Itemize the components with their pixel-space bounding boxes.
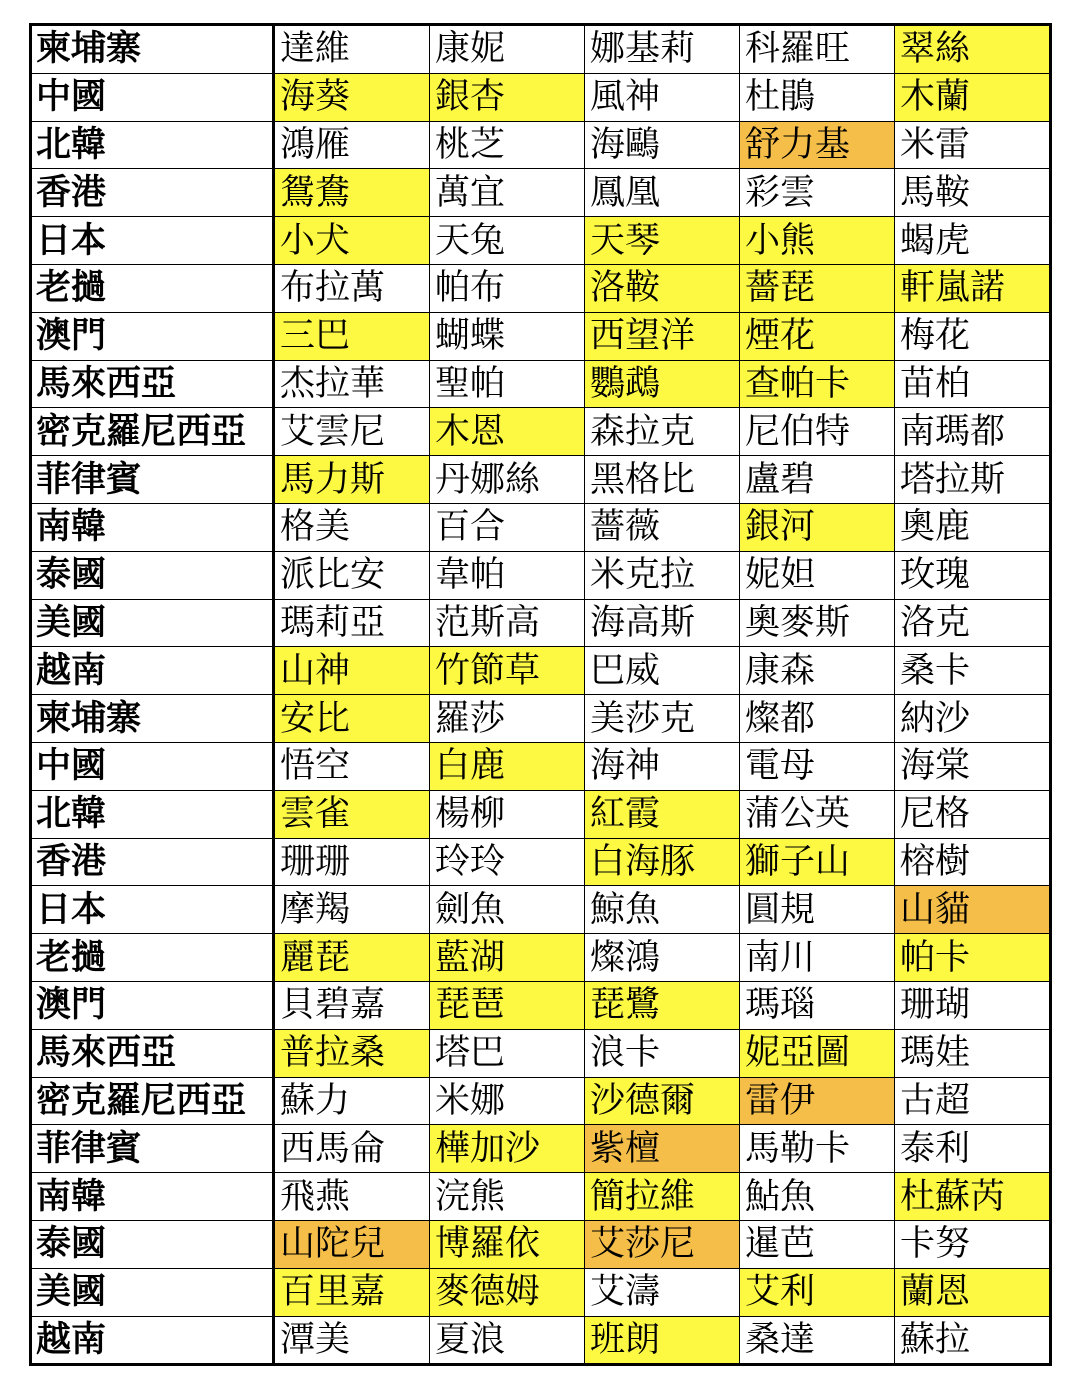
name-cell: 塔拉斯 xyxy=(895,456,1051,504)
table-row xyxy=(31,1316,1051,1365)
name-cell: 卡努 xyxy=(895,1220,1051,1268)
name-cell-yellow: 樺加沙 xyxy=(430,1125,585,1173)
name-cell-yellow: 銀河 xyxy=(740,503,895,551)
name-cell: 蝎虎 xyxy=(895,217,1051,265)
country-cell: 香港 xyxy=(31,169,274,217)
name-cell: 摩羯 xyxy=(274,886,430,934)
name-cell: 范斯高 xyxy=(430,599,585,647)
name-cell: 鴻雁 xyxy=(274,121,430,169)
name-cell: 海棠 xyxy=(895,742,1051,790)
country-cell: 澳門 xyxy=(31,312,274,360)
name-cell: 電母 xyxy=(740,742,895,790)
table-row xyxy=(31,647,1051,695)
name-cell: 丹娜絲 xyxy=(430,456,585,504)
name-cell-yellow: 鴛鴦 xyxy=(274,169,430,217)
name-cell-yellow: 艾利 xyxy=(740,1268,895,1316)
name-cell: 帕布 xyxy=(430,264,585,312)
name-cell: 浣熊 xyxy=(430,1173,585,1221)
name-cell-yellow: 白鹿 xyxy=(430,742,585,790)
name-cell-yellow: 百里嘉 xyxy=(274,1268,430,1316)
name-cell: 西馬侖 xyxy=(274,1125,430,1173)
table-row xyxy=(31,217,1051,265)
name-cell-yellow: 海葵 xyxy=(274,73,430,121)
table-row xyxy=(31,503,1051,551)
name-cell-yellow: 軒嵐諾 xyxy=(895,264,1051,312)
table-row xyxy=(31,934,1051,982)
name-cell: 貝碧嘉 xyxy=(274,981,430,1029)
country-cell: 泰國 xyxy=(31,551,274,599)
name-cell-yellow: 藍湖 xyxy=(430,934,585,982)
name-cell-yellow: 銀杏 xyxy=(430,73,585,121)
name-cell: 森拉克 xyxy=(585,408,740,456)
name-cell-yellow: 白海豚 xyxy=(585,838,740,886)
country-cell: 老撾 xyxy=(31,264,274,312)
name-cell-yellow: 雲雀 xyxy=(274,790,430,838)
name-cell: 珊瑚 xyxy=(895,981,1051,1029)
name-cell: 盧碧 xyxy=(740,456,895,504)
name-cell: 海鷗 xyxy=(585,121,740,169)
name-cell: 奧鹿 xyxy=(895,503,1051,551)
name-cell: 納沙 xyxy=(895,695,1051,743)
name-cell: 珊珊 xyxy=(274,838,430,886)
name-cell: 鯨魚 xyxy=(585,886,740,934)
name-cell-yellow: 西望洋 xyxy=(585,312,740,360)
name-cell: 布拉萬 xyxy=(274,264,430,312)
name-cell: 鮎魚 xyxy=(740,1173,895,1221)
table-row xyxy=(31,599,1051,647)
country-cell: 柬埔寨 xyxy=(31,695,274,743)
name-cell: 羅莎 xyxy=(430,695,585,743)
name-cell-yellow: 洛鞍 xyxy=(585,264,740,312)
country-cell: 香港 xyxy=(31,838,274,886)
table-row xyxy=(31,981,1051,1029)
name-cell: 浪卡 xyxy=(585,1029,740,1077)
name-cell-yellow: 妮亞圖 xyxy=(740,1029,895,1077)
table-row xyxy=(31,360,1051,408)
name-cell: 瑪娃 xyxy=(895,1029,1051,1077)
country-cell: 南韓 xyxy=(31,503,274,551)
name-cell: 天兔 xyxy=(430,217,585,265)
table-row xyxy=(31,408,1051,456)
name-cell-yellow: 班朗 xyxy=(585,1316,740,1365)
table-row xyxy=(31,1077,1051,1125)
name-cell-orange: 雷伊 xyxy=(740,1077,895,1125)
name-cell: 美莎克 xyxy=(585,695,740,743)
table-row xyxy=(31,264,1051,312)
name-cell: 桃芝 xyxy=(430,121,585,169)
country-cell: 美國 xyxy=(31,1268,274,1316)
name-cell: 米克拉 xyxy=(585,551,740,599)
name-cell: 夏浪 xyxy=(430,1316,585,1365)
name-cell: 科羅旺 xyxy=(740,25,895,74)
name-cell: 南瑪都 xyxy=(895,408,1051,456)
name-cell: 尼伯特 xyxy=(740,408,895,456)
country-cell: 泰國 xyxy=(31,1220,274,1268)
name-cell: 杜鵑 xyxy=(740,73,895,121)
name-cell-yellow: 沙德爾 xyxy=(585,1077,740,1125)
name-cell: 梅花 xyxy=(895,312,1051,360)
country-cell: 老撾 xyxy=(31,934,274,982)
name-cell-yellow: 小熊 xyxy=(740,217,895,265)
name-cell: 古超 xyxy=(895,1077,1051,1125)
name-cell: 潭美 xyxy=(274,1316,430,1365)
name-cell-yellow: 麗琵 xyxy=(274,934,430,982)
name-cell: 榕樹 xyxy=(895,838,1051,886)
name-cell-yellow: 煙花 xyxy=(740,312,895,360)
country-cell: 密克羅尼西亞 xyxy=(31,1077,274,1125)
name-cell: 尼格 xyxy=(895,790,1051,838)
name-cell-yellow: 天琴 xyxy=(585,217,740,265)
table-row xyxy=(31,886,1051,934)
name-cell: 圓規 xyxy=(740,886,895,934)
country-cell: 馬來西亞 xyxy=(31,1029,274,1077)
table-row xyxy=(31,742,1051,790)
country-cell: 日本 xyxy=(31,886,274,934)
table-row xyxy=(31,73,1051,121)
name-cell: 燦都 xyxy=(740,695,895,743)
name-cell-yellow: 紅霞 xyxy=(585,790,740,838)
name-cell: 馬勒卡 xyxy=(740,1125,895,1173)
name-cell: 桑卡 xyxy=(895,647,1051,695)
name-cell: 彩雲 xyxy=(740,169,895,217)
table-row xyxy=(31,1029,1051,1077)
country-cell: 菲律賓 xyxy=(31,1125,274,1173)
name-cell-orange: 山貓 xyxy=(895,886,1051,934)
name-cell: 派比安 xyxy=(274,551,430,599)
table-row xyxy=(31,121,1051,169)
name-cell: 格美 xyxy=(274,503,430,551)
country-cell: 柬埔寨 xyxy=(31,25,274,74)
name-cell-yellow: 三巴 xyxy=(274,312,430,360)
name-cell-yellow: 簡拉維 xyxy=(585,1173,740,1221)
name-cell-orange: 艾莎尼 xyxy=(585,1220,740,1268)
name-cell: 飛燕 xyxy=(274,1173,430,1221)
country-cell: 菲律賓 xyxy=(31,456,274,504)
name-cell-yellow: 蘭恩 xyxy=(895,1268,1051,1316)
name-cell: 苗柏 xyxy=(895,360,1051,408)
name-cell: 康森 xyxy=(740,647,895,695)
table-row xyxy=(31,695,1051,743)
name-cell: 馬鞍 xyxy=(895,169,1051,217)
name-cell-orange: 山陀兒 xyxy=(274,1220,430,1268)
table-row xyxy=(31,456,1051,504)
name-cell-yellow: 薔琵 xyxy=(740,264,895,312)
name-cell-yellow: 琵鷺 xyxy=(585,981,740,1029)
country-cell: 日本 xyxy=(31,217,274,265)
table-row xyxy=(31,312,1051,360)
name-cell-orange: 紫檀 xyxy=(585,1125,740,1173)
name-cell: 鳳凰 xyxy=(585,169,740,217)
name-cell-yellow: 木蘭 xyxy=(895,73,1051,121)
name-cell-orange: 舒力基 xyxy=(740,121,895,169)
name-cell: 韋帕 xyxy=(430,551,585,599)
name-cell-yellow: 琵琶 xyxy=(430,981,585,1029)
country-cell: 越南 xyxy=(31,1316,274,1365)
name-cell-yellow: 翠絲 xyxy=(895,25,1051,74)
name-cell: 娜基莉 xyxy=(585,25,740,74)
name-cell: 蘇拉 xyxy=(895,1316,1051,1365)
name-cell: 劍魚 xyxy=(430,886,585,934)
table-row xyxy=(31,1220,1051,1268)
country-cell: 中國 xyxy=(31,73,274,121)
name-cell: 康妮 xyxy=(430,25,585,74)
name-cell: 風神 xyxy=(585,73,740,121)
name-cell: 妮妲 xyxy=(740,551,895,599)
name-cell: 桑達 xyxy=(740,1316,895,1365)
country-cell: 美國 xyxy=(31,599,274,647)
name-cell: 悟空 xyxy=(274,742,430,790)
table-row xyxy=(31,551,1051,599)
name-cell-yellow: 麥德姆 xyxy=(430,1268,585,1316)
country-cell: 越南 xyxy=(31,647,274,695)
country-cell: 中國 xyxy=(31,742,274,790)
country-cell: 北韓 xyxy=(31,790,274,838)
name-cell: 楊柳 xyxy=(430,790,585,838)
name-cell: 蒲公英 xyxy=(740,790,895,838)
name-cell: 海神 xyxy=(585,742,740,790)
table-row xyxy=(31,1125,1051,1173)
name-cell-yellow: 博羅依 xyxy=(430,1220,585,1268)
country-cell: 密克羅尼西亞 xyxy=(31,408,274,456)
name-cell: 萬宜 xyxy=(430,169,585,217)
typhoon-names-table xyxy=(29,23,1052,1366)
table-row xyxy=(31,1268,1051,1316)
name-cell: 泰利 xyxy=(895,1125,1051,1173)
name-cell-yellow: 安比 xyxy=(274,695,430,743)
table-row xyxy=(31,838,1051,886)
name-cell-yellow: 小犬 xyxy=(274,217,430,265)
name-cell-yellow: 竹節草 xyxy=(430,647,585,695)
name-cell: 杰拉華 xyxy=(274,360,430,408)
name-cell: 瑪莉亞 xyxy=(274,599,430,647)
name-cell: 聖帕 xyxy=(430,360,585,408)
name-cell: 達維 xyxy=(274,25,430,74)
name-cell: 薔薇 xyxy=(585,503,740,551)
name-cell: 燦鴻 xyxy=(585,934,740,982)
name-cell-yellow: 木恩 xyxy=(430,408,585,456)
name-cell: 塔巴 xyxy=(430,1029,585,1077)
name-cell-yellow: 馬力斯 xyxy=(274,456,430,504)
name-cell: 百合 xyxy=(430,503,585,551)
name-cell: 蝴蝶 xyxy=(430,312,585,360)
table-row xyxy=(31,25,1051,74)
table-row xyxy=(31,1173,1051,1221)
table-row xyxy=(31,169,1051,217)
country-cell: 北韓 xyxy=(31,121,274,169)
name-cell: 南川 xyxy=(740,934,895,982)
name-cell: 蘇力 xyxy=(274,1077,430,1125)
country-cell: 澳門 xyxy=(31,981,274,1029)
name-cell: 瑪瑙 xyxy=(740,981,895,1029)
name-cell-yellow: 查帕卡 xyxy=(740,360,895,408)
name-cell: 暹芭 xyxy=(740,1220,895,1268)
country-cell: 馬來西亞 xyxy=(31,360,274,408)
name-cell-yellow: 帕卡 xyxy=(895,934,1051,982)
name-cell: 艾濤 xyxy=(585,1268,740,1316)
name-cell: 艾雲尼 xyxy=(274,408,430,456)
country-cell: 南韓 xyxy=(31,1173,274,1221)
name-cell: 米雷 xyxy=(895,121,1051,169)
name-cell: 黑格比 xyxy=(585,456,740,504)
name-cell: 米娜 xyxy=(430,1077,585,1125)
name-cell: 海高斯 xyxy=(585,599,740,647)
name-cell-yellow: 山神 xyxy=(274,647,430,695)
name-cell-yellow: 獅子山 xyxy=(740,838,895,886)
name-cell: 洛克 xyxy=(895,599,1051,647)
name-cell: 玫瑰 xyxy=(895,551,1051,599)
table-row xyxy=(31,790,1051,838)
name-cell: 玲玲 xyxy=(430,838,585,886)
name-cell: 巴威 xyxy=(585,647,740,695)
name-cell-yellow: 普拉桑 xyxy=(274,1029,430,1077)
name-cell-yellow: 鸚鵡 xyxy=(585,360,740,408)
name-cell-yellow: 杜蘇芮 xyxy=(895,1173,1051,1221)
table-body xyxy=(31,25,1051,1365)
name-cell: 奧麥斯 xyxy=(740,599,895,647)
